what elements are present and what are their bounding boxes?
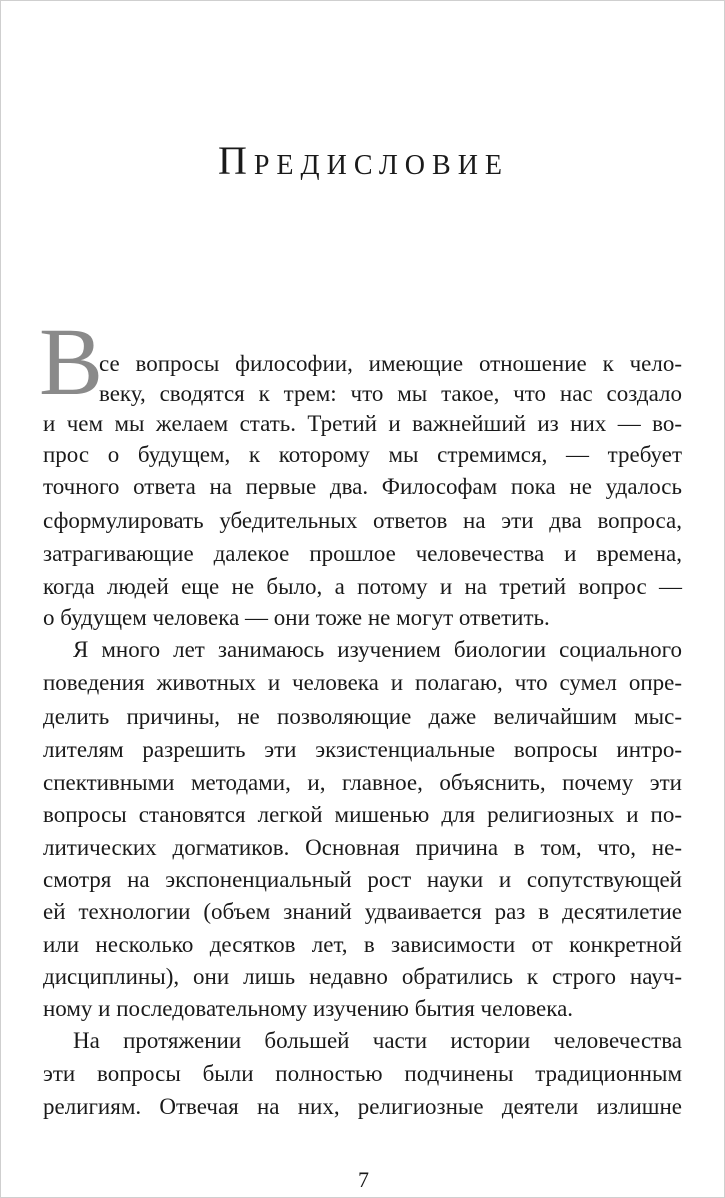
- text-line: спективными методами, и, главное, объяснить, почему эти: [43, 770, 682, 795]
- text-line: Я много лет занимаюсь изучением биологии социального: [73, 637, 682, 662]
- text-line: поведения животных и человека и полагаю, что сумел опре-: [43, 670, 682, 695]
- chapter-title: Предисловие: [217, 138, 510, 183]
- text-line: На протяжении большей части истории человечества: [73, 1028, 682, 1053]
- text-line: точного ответа на первые два. Философам пока не удалось: [43, 474, 682, 499]
- text-line: о будущем человека — они тоже не могут ответить.: [43, 605, 550, 630]
- text-line: эти вопросы были полностью подчинены традиционным: [43, 1061, 682, 1086]
- text-line: лителям разрешить эти экзистенциальные вопросы интро-: [43, 737, 682, 762]
- text-line: литических догматиков. Основная причина в том, что, не-: [43, 835, 682, 860]
- text-line: прос о будущем, к которому мы стремимся, — требует: [43, 442, 682, 467]
- text-line: ному и последовательному изучению бытия человека.: [43, 996, 574, 1021]
- text-line: или несколько десятков лет, в зависимости от конкретной: [43, 932, 682, 957]
- text-line: се вопросы философии, имеющие отношение к чело-: [99, 351, 682, 376]
- text-line: затрагивающие далекое прошлое человечества и времена,: [43, 541, 682, 566]
- text-line: ей технологии (объем знаний удваивается раз в десятилетие: [43, 899, 682, 924]
- text-line: веку, сводятся к трем: что мы такое, что нас создало: [99, 381, 682, 406]
- text-line: религиям. Отвечая на них, религиозные деятели излишне: [43, 1094, 682, 1119]
- text-line: делить причины, не позволяющие даже величайшим мыс-: [43, 704, 682, 729]
- text-line: сформулировать убедительных ответов на эти два вопроса,: [43, 508, 682, 533]
- text-line: вопросы становятся легкой мишенью для религиозных и по-: [43, 802, 682, 827]
- text-line: смотря на экспоненциальный рост науки и сопутствующей: [43, 867, 682, 892]
- drop-cap: В: [39, 308, 104, 415]
- text-line: дисциплины), они лишь недавно обратились к строго науч-: [43, 964, 682, 989]
- text-line: когда людей еще не было, а потому и на третий вопрос —: [43, 574, 682, 599]
- page-number: 7: [358, 1167, 369, 1192]
- text-line: и чем мы желаем стать. Третий и важнейший из них — во-: [43, 411, 682, 436]
